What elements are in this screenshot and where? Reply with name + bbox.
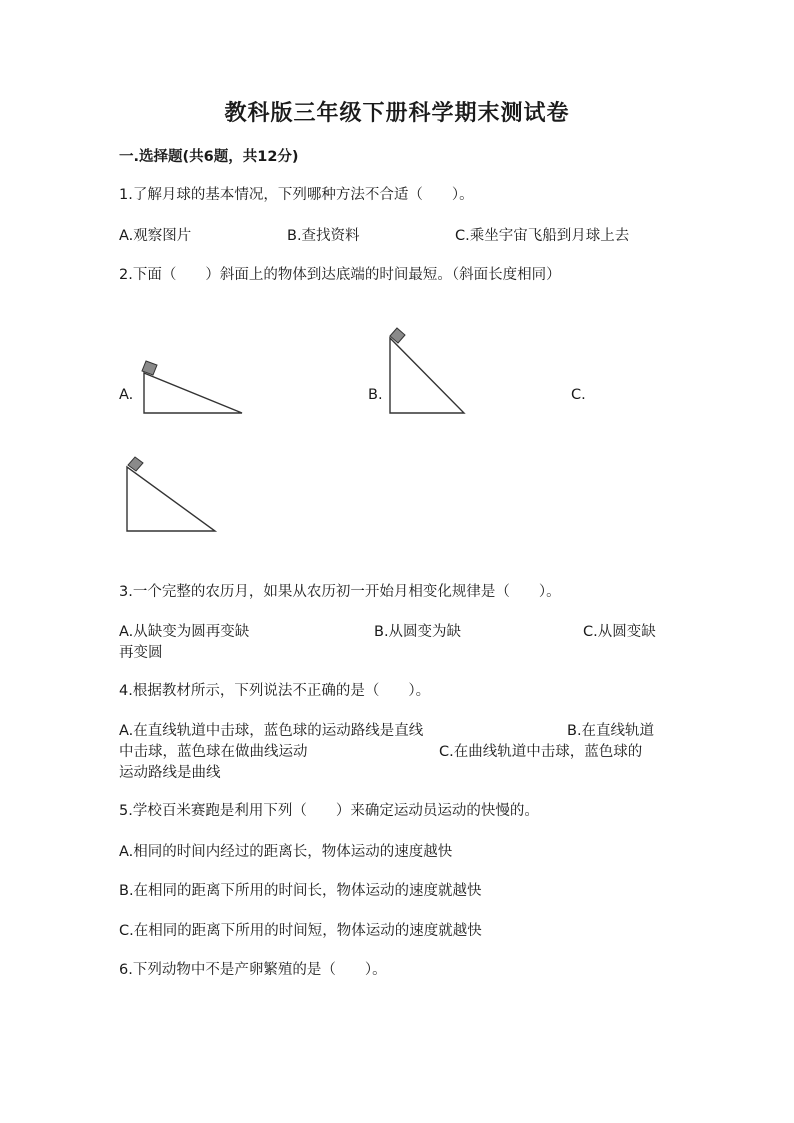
question-4-stem: 4.根据教材所示，下列说法不正确的是（ ）。 bbox=[119, 683, 431, 699]
question-6-stem: 6.下列动物中不是产卵繁殖的是（ ）。 bbox=[119, 962, 387, 978]
incline-diagram-b bbox=[386, 325, 471, 418]
incline-diagram-a bbox=[140, 355, 250, 420]
incline-diagram-c bbox=[123, 455, 221, 535]
question-5-stem: 5.学校百米赛跑是利用下列（ ）来确定运动员运动的快慢的。 bbox=[119, 803, 539, 819]
section-heading: 一.选择题(共6题，共12分) bbox=[119, 149, 299, 165]
question-1-option-b: B.查找资料 bbox=[287, 228, 360, 244]
question-3-option-b: B.从圆变为缺 bbox=[374, 624, 462, 640]
question-4-option-b-continued: 中击球，蓝色球在做曲线运动 bbox=[119, 744, 308, 760]
question-3-option-c-continued: 再变圆 bbox=[119, 645, 163, 661]
question-1-stem: 1.了解月球的基本情况，下列哪种方法不合适（ ）。 bbox=[119, 187, 474, 203]
question-3-option-c: C.从圆变缺 bbox=[583, 624, 656, 640]
question-5-option-b: B.在相同的距离下所用的时间长，物体运动的速度就越快 bbox=[119, 883, 482, 899]
question-4-option-c: C.在曲线轨道中击球，蓝色球的 bbox=[439, 744, 643, 760]
question-4-option-b: B.在直线轨道 bbox=[567, 723, 655, 739]
question-1-option-c: C.乘坐宇宙飞船到月球上去 bbox=[455, 228, 630, 244]
question-2-label-a: A. bbox=[119, 387, 134, 403]
question-4-option-a: A.在直线轨道中击球，蓝色球的运动路线是直线 bbox=[119, 723, 424, 739]
question-5-option-a: A.相同的时间内经过的距离长，物体运动的速度越快 bbox=[119, 844, 453, 860]
question-1-option-a: A.观察图片 bbox=[119, 228, 192, 244]
question-4-option-c-continued: 运动路线是曲线 bbox=[119, 765, 221, 781]
question-5-option-c: C.在相同的距离下所用的时间短，物体运动的速度就越快 bbox=[119, 923, 482, 939]
question-3-stem: 3.一个完整的农历月，如果从农历初一开始月相变化规律是（ ）。 bbox=[119, 584, 561, 600]
question-2-stem: 2.下面（ ）斜面上的物体到达底端的时间最短。（斜面长度相同） bbox=[119, 267, 561, 283]
page-title: 教科版三年级下册科学期末测试卷 bbox=[224, 100, 570, 126]
question-2-label-c: C. bbox=[571, 387, 586, 403]
question-3-option-a: A.从缺变为圆再变缺 bbox=[119, 624, 250, 640]
question-2-label-b: B. bbox=[368, 387, 383, 403]
